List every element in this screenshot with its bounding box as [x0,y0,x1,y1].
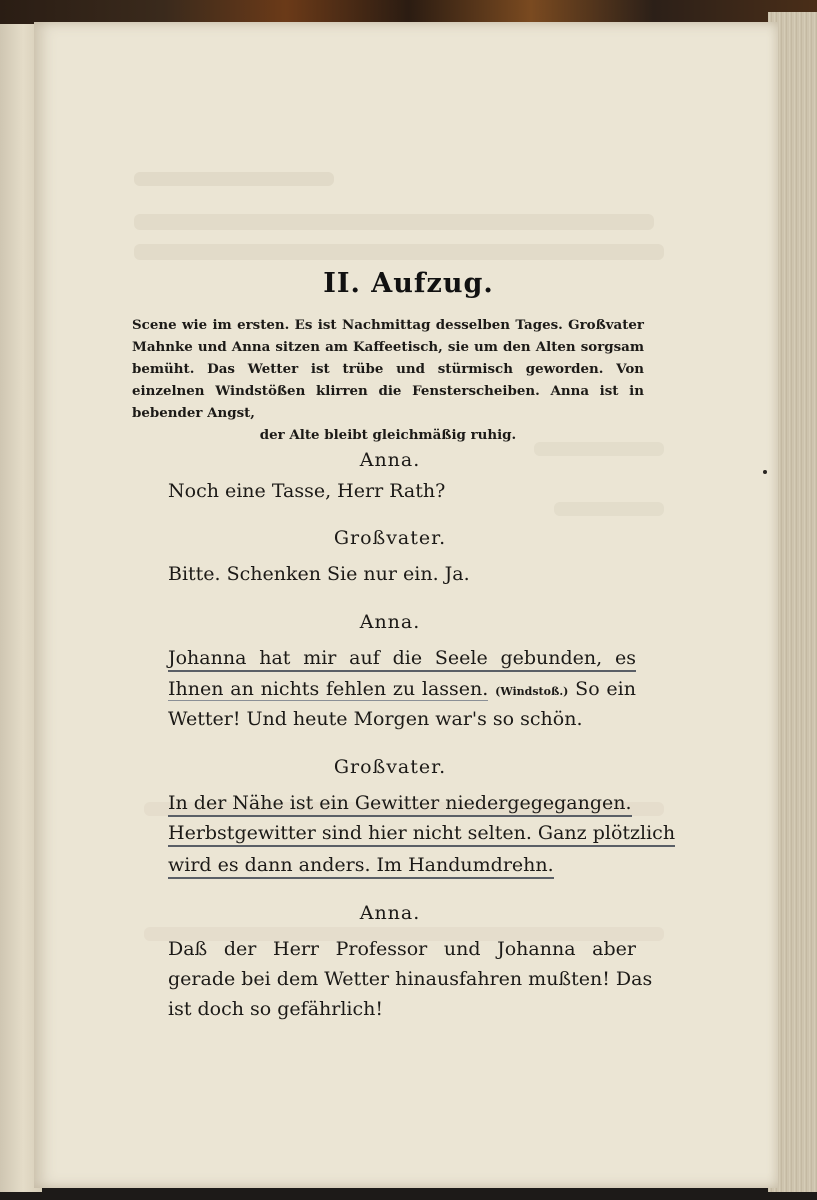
underlined-text: Ihnen an nichts fehlen zu lassen. [168,678,489,700]
stage-note: (Windstoß.) [495,685,569,698]
speaker-name: Großvater. [333,527,447,549]
dialogue-line [168,792,632,814]
act-title: II. Aufzug. [323,268,494,299]
dialogue-line: Bitte. Schenken Sie nur ein. Ja. [168,563,470,585]
stage-direction-last-line: der Alte bleibt gleichmäßig ruhig. [259,427,517,443]
speaker-name: Anna. [359,449,421,471]
underlined-text: Herbstgewitter sind hier nicht selten. Ganz plötzlich [168,822,675,847]
stage-direction-text: Scene wie im ersten. Es ist Nachmittag desselben Tages. Großvater Mahnke und Anna sitzen am Kaffeetisch, sie um den Alten sorgsam bemüht. Das Wetter ist trübe und stürmisch geworden. Von einzelnen Windstößen klirren die Fensterscheiben. Anna ist in bebender Angst, [132,317,644,421]
dialogue-line [168,854,554,876]
dialogue-line [168,647,636,669]
ink-dot-mark [763,470,767,474]
dialogue-line [168,822,675,844]
dialogue-line: Wetter! Und heute Morgen war's so schön. [168,708,583,730]
speaker-name: Anna. [359,902,421,924]
dialogue-line: ist doch so gefährlich! [168,998,384,1020]
dialogue-text: So ein [575,678,636,700]
speaker-name: Anna. [359,611,421,633]
dialogue-line [168,678,636,700]
underlined-text: In der Nähe ist ein Gewitter niedergegegangen. [168,792,632,817]
stage-direction [132,314,644,446]
dialogue-line: gerade bei dem Wetter hinausfahren mußten! Das [168,968,653,990]
underlined-text: wird es dann anders. Im Handumdrehn. [168,854,554,879]
underlined-text: Johanna hat mir auf die Seele gebunden, es [168,647,636,672]
dialogue-line: Noch eine Tasse, Herr Rath? [168,480,446,502]
dialogue-line: Daß der Herr Professor und Johanna aber [168,938,636,960]
book-page [34,22,778,1188]
speaker-name: Großvater. [333,756,447,778]
